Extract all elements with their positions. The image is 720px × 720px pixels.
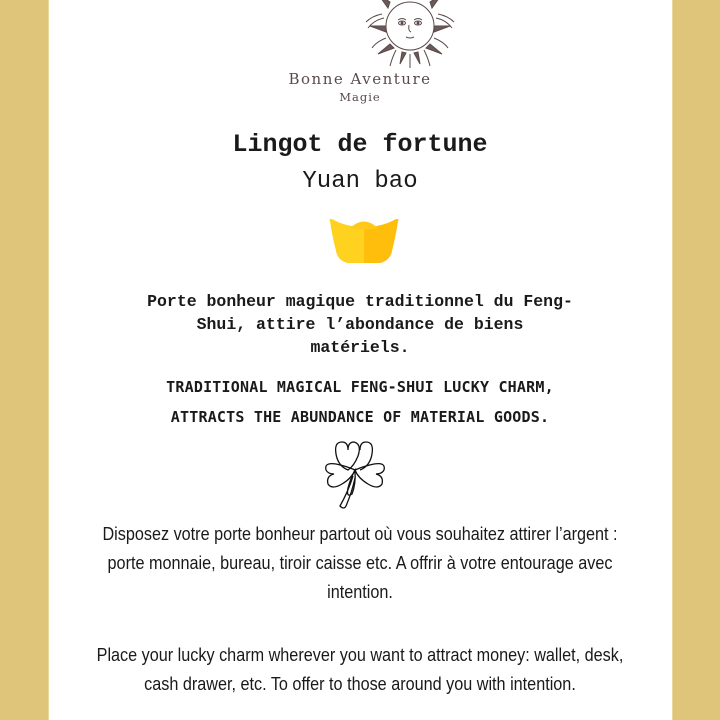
description-french-line: Porte bonheur magique traditionnel du Feng- — [147, 292, 573, 311]
right-gold-border — [672, 0, 720, 720]
instructions-english-line: cash drawer, etc. To offer to those around you with intention. — [144, 674, 576, 694]
instructions-french-line: porte monnaie, bureau, tiroir caisse etc. A offrir à votre entourage avec — [107, 553, 613, 573]
instructions-french — [87, 520, 632, 607]
instructions-english — [87, 641, 632, 699]
product-subtitle: Yuan bao — [302, 168, 418, 195]
four-leaf-clover-icon — [322, 436, 388, 512]
left-gold-border — [0, 0, 49, 720]
description-english-line: TRADITIONAL MAGICAL FENG-SHUI LUCKY CHARM, — [166, 378, 554, 396]
instructions-english-line: Place your lucky charm wherever you want to attract money: wallet, desk, — [96, 645, 624, 665]
description-english-line: ATTRACTS THE ABUNDANCE OF MATERIAL GOODS. — [170, 408, 550, 426]
description-english — [59, 372, 661, 432]
description-french-line: matériels. — [310, 338, 410, 357]
description-french-line: Shui, attire l’abondance de biens — [196, 315, 524, 334]
description-french — [61, 290, 659, 359]
gold-ingot-icon — [326, 215, 402, 265]
product-card — [49, 0, 671, 720]
product-title: Lingot de fortune — [232, 130, 488, 159]
brand-name: Bonne Aventure — [288, 70, 432, 88]
instructions-french-line: Disposez votre porte bonheur partout où vous souhaitez attirer l’argent : — [102, 524, 618, 544]
brand-tagline: Magie — [339, 90, 381, 104]
instructions-french-line: intention. — [327, 582, 393, 602]
sun-face-icon — [360, 0, 460, 72]
